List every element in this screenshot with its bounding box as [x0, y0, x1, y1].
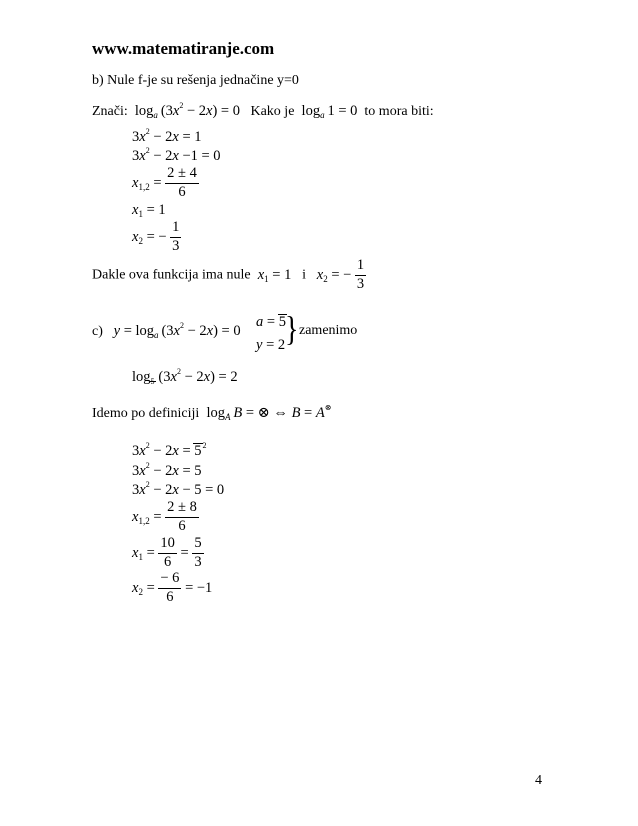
log-one-zero: $\log_a 1 = 0$ — [297, 103, 358, 120]
log-equation: $\log_a (3x^2 - 2x) = 0$ — [131, 101, 240, 120]
eq-c2: $3x^2 - 2x = 5$ — [132, 461, 202, 479]
fraction: $\frac{5}{3}$ — [194, 535, 202, 570]
section-c-line — [92, 321, 241, 340]
znaci-line — [92, 101, 434, 120]
to-mora-label: to mora biti: — [364, 104, 434, 119]
eq-b1: $3x^2 - 2x = 1$ — [132, 127, 202, 145]
eq-c6-x2: $x_2$ = $\frac{- 6}{6}$ = −1 — [132, 570, 213, 605]
c-substitution-a: a = 5 — [256, 314, 286, 330]
fraction: $\frac{1}{3}$ — [172, 219, 180, 254]
c-function: $y = \log_a (3x^2 - 2x) = 0$ — [113, 321, 241, 340]
eq-b2: $3x^2 - 2x -1 = 0$ — [132, 146, 221, 164]
zamenimo-label: zamenimo — [299, 323, 358, 338]
eq-c3: $3x^2 - 2x - 5 = 0$ — [132, 480, 225, 498]
fraction: $\frac{2 \pm 4}{6}$ — [167, 165, 197, 200]
eq-b3-roots: $x_{1,2}$ = $\frac{2 \pm 4}{6}$ — [132, 165, 197, 200]
c-log-eq: $\log_5 (3x^2 - 2x) = 2$ — [132, 367, 238, 386]
log-definition: $\log_A B$ = ⊗ ⇔ B = A⊗ — [202, 403, 332, 422]
eq-c1: $3x^2 - 2x = 5^2$ — [132, 441, 207, 459]
dakle-and: i — [302, 267, 306, 283]
section-b-title: b) Nule f-je su rešenja jednačine y=0 — [92, 73, 299, 88]
dakle-text: Dakle ova funkcija ima nule — [92, 267, 251, 283]
idemo-text: Idemo po definiciji — [92, 406, 200, 421]
znaci-label: Znači: — [92, 104, 128, 119]
site-header: www.matematiranje.com — [92, 39, 275, 58]
eq-c5-x1: $x_1$ = $\frac{10}{6}$ = $\frac{5}{3}$ — [132, 535, 202, 570]
fraction: $\frac{10}{6}$ — [160, 535, 175, 570]
c-substitution-y: y = 2 — [256, 337, 286, 353]
idemo-line — [92, 403, 332, 422]
eq-b4-x1: $x_1 = 1$ — [132, 202, 166, 219]
fraction: $\frac{- 6}{6}$ — [160, 570, 180, 605]
eq-c4-roots: $x_{1,2}$ = $\frac{2 \pm 8}{6}$ — [132, 499, 197, 534]
fraction: $\frac{1}{3}$ — [356, 257, 365, 292]
section-c-label: c) — [92, 324, 103, 339]
dakle-line: Dakle ova funkcija ima nule $x_1 = 1$ i $x_2$ = − $\frac{1}{3}$ — [92, 257, 365, 292]
right-brace: } — [285, 310, 299, 350]
eq-b5-x2: $x_2$ = − $\frac{1}{3}$ — [132, 219, 180, 254]
kako-label: Kako je — [250, 104, 295, 119]
fraction: $\frac{2 \pm 8}{6}$ — [167, 499, 197, 534]
page-number: 4 — [535, 773, 542, 788]
